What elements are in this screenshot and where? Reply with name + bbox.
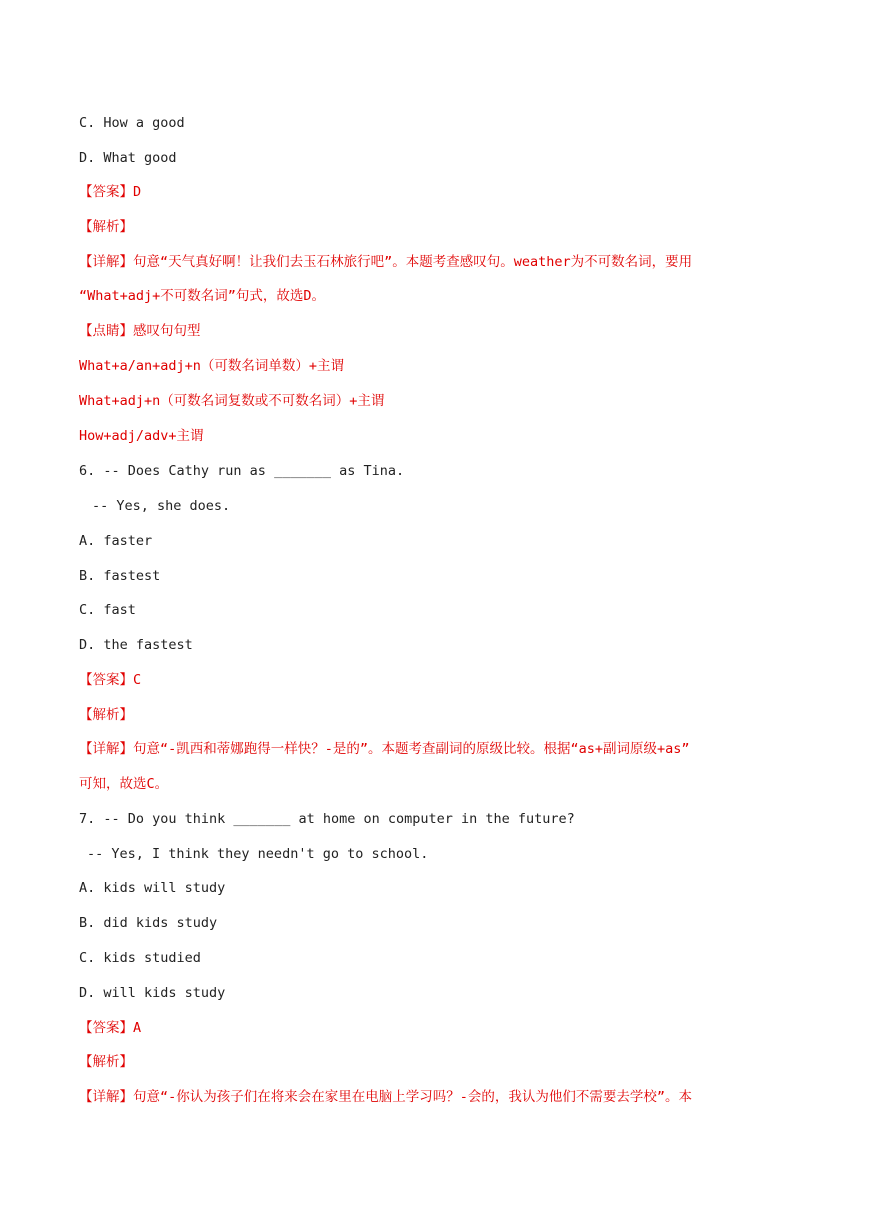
answer-label: 【答案】A	[79, 1020, 142, 1036]
detail-text: 【详解】句意“-你认为孩子们在将来会在家里在电脑上学习吗？-会的，我认为他们不需要去学校”。本	[79, 1089, 693, 1105]
option-a: A. faster	[79, 533, 153, 549]
option-b: B. did kids study	[79, 915, 218, 931]
detail-text-cont: 可知，故选C。	[79, 776, 169, 792]
option-b: B. fastest	[79, 568, 161, 584]
rule-line: How+adj/adv+主谓	[79, 428, 204, 444]
option-d: D. What good	[79, 150, 177, 166]
detail-text: 【详解】句意“天气真好啊！让我们去玉石林旅行吧”。本题考查感叹句。weather为不可数名词，要用	[79, 254, 693, 270]
rule-line: What+a/an+adj+n（可数名词单数）+主谓	[79, 358, 345, 374]
question-6-reply: -- Yes, she does.	[92, 498, 231, 514]
answer-label: 【答案】D	[79, 184, 142, 200]
tip-label: 【点睛】感叹句句型	[79, 323, 201, 339]
rule-line: What+adj+n（可数名词复数或不可数名词）+主谓	[79, 393, 385, 409]
option-d: D. the fastest	[79, 637, 193, 653]
question-7-reply: -- Yes, I think they needn't go to school.	[87, 846, 429, 862]
option-c: C. How a good	[79, 115, 185, 131]
question-6: 6. -- Does Cathy run as _______ as Tina.	[79, 463, 405, 479]
option-c: C. fast	[79, 602, 136, 618]
detail-text: 【详解】句意“-凯西和蒂娜跑得一样快？-是的”。本题考查副词的原级比较。根据“as+副词原级+as”	[79, 741, 690, 757]
option-a: A. kids will study	[79, 880, 226, 896]
option-d: D. will kids study	[79, 985, 226, 1001]
analysis-label: 【解析】	[79, 707, 133, 723]
answer-label: 【答案】C	[79, 672, 142, 688]
detail-text-cont: “What+adj+不可数名词”句式，故选D。	[79, 288, 326, 304]
analysis-label: 【解析】	[79, 219, 133, 235]
option-c: C. kids studied	[79, 950, 201, 966]
question-7: 7. -- Do you think _______ at home on computer in the future?	[79, 811, 575, 827]
analysis-label: 【解析】	[79, 1054, 133, 1070]
